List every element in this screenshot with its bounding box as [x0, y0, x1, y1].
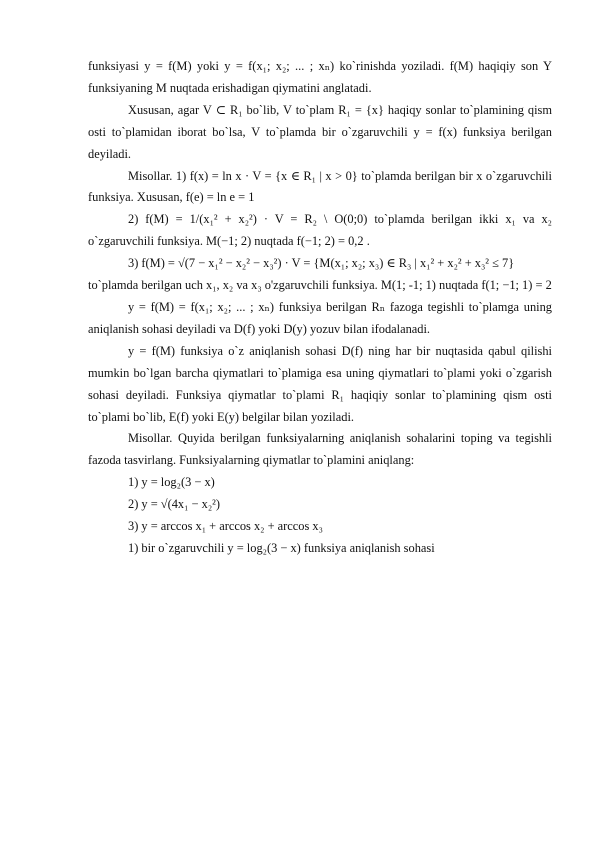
paragraph-8: y = f(M) funksiya o`z aniqlanish sohasi D(f) ning har bir nuqtasida qabul qilishi mumkin bo`lgan barcha qiymatlari to`plamiga esa uning qiymatlari to`plami yoki o`zgarish sohasi deyiladi. Funksiya qiymatlar to`plami R₁ haqiqiy sonlar to`plamining qism osti to`plami bo`lib, E(f) yoki E(y) belgilar bilan yoziladi.: [88, 343, 552, 424]
paragraph-4: 2) f(M) = 1/(x₁² + x₂²) · V = R₂ \ O(0;0) to`plamda berilgan ikki x₁ va x₂ o`zgaruvchili funksiya. M(−1; 2) nuqtada f(−1; 2) = 0,2 .: [88, 212, 552, 249]
paragraph-9: Misollar. Quyida berilgan funksiyalarning aniqlanish sohalarini toping va tegishli fazoda tasvirlang. Funksiyalarning qiymatlar to`plamini aniqlang:: [88, 431, 552, 468]
paragraph-6: to`plamda berilgan uch x₁, x₂ va x₃ o'zgaruvchili funksiya. M(1; -1; 1) nuqtada f(1; −1; 1) = 2: [88, 278, 552, 293]
paragraph-2: Xususan, agar V ⊂ R₁ bo`lib, V to`plam R₁ = {x} haqiqy sonlar to`plamining qism osti to`plamidan iborat bo`lsa, V to`plamda bir o`zgaruvchili y = f(x) funksiya berilgan deyiladi.: [88, 102, 552, 161]
paragraph-5: 3) f(M) = √(7 − x₁² − x₂² − x₃²) · V = {M(x₁; x₂; x₃) ∈ R₃ | x₁² + x₂² + x₃² ≤ 7}: [128, 256, 515, 271]
paragraph-3: Misollar. 1) f(x) = ln x · V = {x ∈ R₁ | x > 0} to`plamda berilgan bir x o`zgaruvchili funksiya. Xususan, f(e) = ln e = 1: [88, 168, 552, 205]
example-2: 2) y = √(4x₁ − x₂²): [128, 497, 220, 512]
example-3: 3) y = arccos x₁ + arccos x₂ + arccos x₃: [128, 519, 323, 534]
document-body: [88, 56, 552, 560]
example-1: 1) y = log₂(3 − x): [128, 475, 215, 490]
paragraph-7: y = f(M) = f(x₁; x₂; ... ; xₙ) funksiya berilgan Rₙ fazoga tegishli to`plamga uning aniqlanish sohasi deyiladi va D(f) yoki D(y) yozuv bilan ifodalanadi.: [88, 299, 552, 336]
paragraph-1: funksiyasi y = f(M) yoki y = f(x₁; x₂; ... ; xₙ) ko`rinishda yoziladi. f(M) haqiqiy son Y funksiyaning M nuqtada erishadigan qiymatini anglatadi.: [88, 59, 552, 95]
paragraph-13: 1) bir o`zgaruvchili y = log₂(3 − x) funksiya aniqlanish sohasi: [128, 540, 435, 555]
